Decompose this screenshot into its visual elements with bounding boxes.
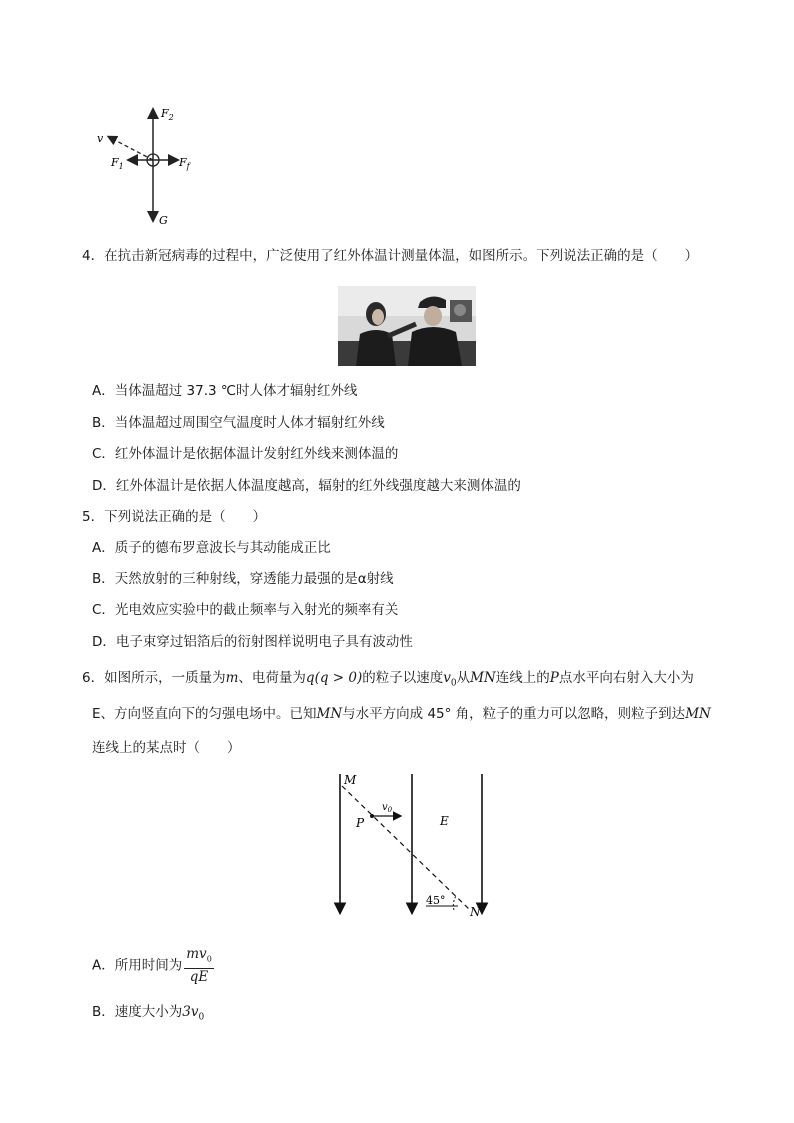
label-f2: $F_2$ [161, 107, 174, 122]
question-6-line-2: E、方向竖直向下的匀强电场中。已知MN与水平方向成 45° 角，粒子的重力可以忽略，则粒子到达MN [92, 706, 711, 722]
label-f1: $F_1$ [111, 156, 124, 171]
question-6-line-3: 连线上的某点时（ ） [92, 740, 241, 756]
label-p: P [356, 816, 365, 830]
label-n: N [470, 905, 481, 919]
label-angle: 45° [426, 894, 446, 907]
thermometer-photo [338, 286, 476, 366]
force-diagram [95, 100, 205, 235]
q5-option-a: A．质子的德布罗意波长与其动能成正比 [92, 540, 331, 556]
mn-line [342, 786, 470, 910]
q4-option-d: D．红外体温计是依据人体温度越高，辐射的红外线强度越大来测体温的 [92, 478, 521, 494]
q6-option-a: A．所用时间为 $\frac{mv_0}{qE}$ [92, 946, 212, 985]
label-v0: $v_0$ [382, 802, 393, 814]
q5-option-d: D．电子束穿过铝箔后的衍射图样说明电子具有波动性 [92, 634, 413, 650]
question-5-stem: 5．下列说法正确的是（ ） [82, 509, 267, 525]
q5-option-c: C．光电效应实验中的截止频率与入射光的频率有关 [92, 602, 399, 618]
field-diagram [330, 770, 490, 920]
q4-option-a: A．当体温超过 37.3 ℃时人体才辐射红外线 [92, 383, 358, 399]
question-6-line-1: 6．如图所示，一质量为m、电荷量为q(q > 0)的粒子以速度$v_0$从MN连线上的P点水平向右射入大小为 [82, 670, 694, 689]
label-g: G [159, 214, 168, 227]
q5-option-b: B．天然放射的三种射线，穿透能力最强的是α射线 [92, 571, 394, 587]
q6-option-b: B．速度大小为$3v_0$ [92, 1004, 205, 1023]
q4-option-b: B．当体温超过周围空气温度时人体才辐射红外线 [92, 415, 385, 431]
time-fraction: $\frac{mv_0}{qE}$ [186, 946, 212, 985]
label-v: v [97, 132, 104, 145]
q4-option-c: C．红外体温计是依据体温计发射红外线来测体温的 [92, 446, 399, 462]
label-m: M [344, 773, 357, 787]
label-e: E [440, 814, 449, 828]
label-ff: $F_f$ [179, 156, 190, 171]
question-4-stem: 4．在抗击新冠病毒的过程中，广泛使用了红外体温计测量体温，如图所示。下列说法正确的是（ ） [82, 248, 699, 264]
